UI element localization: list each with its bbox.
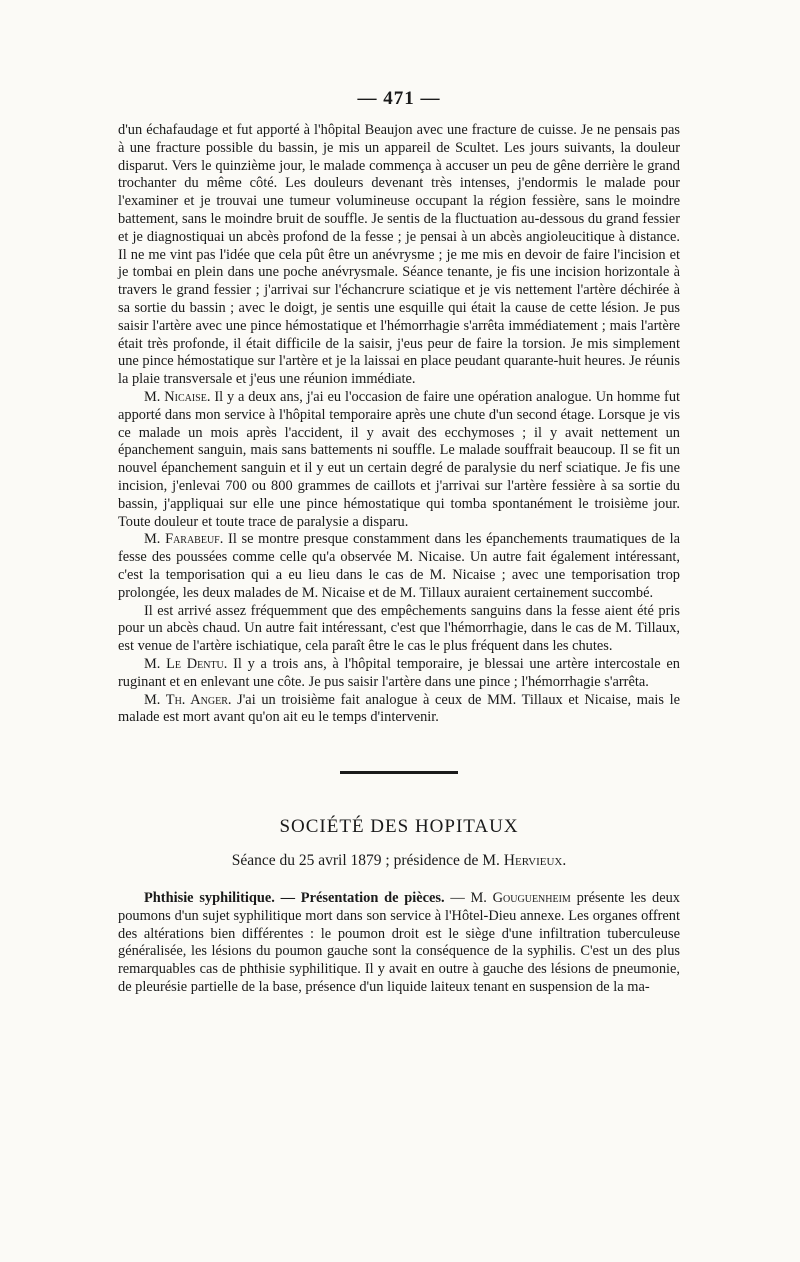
paragraph-le-dentu	[118, 656, 680, 692]
paragraph-text: Il y a trois ans, à l'hôpital temporaire, je blessai une artère intercostale en ruginant et en enlevant une côte. Je pus saisir l'artère dans une pince ; l'hémorrhagie s'arrêta.	[118, 655, 680, 690]
paragraph-text: présente les deux poumons d'un sujet syphilitique mort dans son service à l'Hôtel-Dieu annexe. Les organes offrent des altérations bien différentes : le poumon droit est le siège d'une infiltration tuberculeuse généralisée, les lésions du poumon gauche sont la conséquence de la syphilis. C'est un des plus remarquables cas de phthisie syphilitique. Il y avait en outre à gauche des lésions de pneumonie, de pleurésie partielle de la base, présence d'un liquide laiteux tenant en suspension de la ma-	[118, 890, 680, 996]
section-divider	[340, 771, 458, 774]
page-number: — 471 —	[357, 88, 441, 109]
paragraph-farabeuf	[118, 531, 680, 602]
paragraph-phthisie	[118, 890, 680, 997]
session-suffix: .	[562, 852, 567, 870]
session-prefix: Séance du 25 avril 1879 ; présidence de M.	[231, 852, 504, 870]
speaker-name: M. Nicaise.	[144, 388, 211, 405]
paragraph-frequency: Il est arrivé assez fréquemment que des empêchements sanguins dans la fesse aient été pris pour un abcès chaud. Un autre fait intéressant, c'est que l'hémorrhagie, dans le cas de M. Tillaux, est venue de l'artère ischiatique, cela paraît être le cas le plus fréquent dans les chutes.	[118, 602, 680, 655]
speaker-name: M. Farabeuf.	[144, 531, 224, 548]
heading-dash: —	[444, 890, 471, 907]
speaker-name: M. Gouguenheim	[470, 890, 571, 907]
paragraph-text: J'ai un troisième fait analogue à ceux de MM. Tillaux et Nicaise, mais le malade est mort avant qu'on ait eu le temps d'intervenir.	[118, 691, 681, 726]
document-page	[118, 88, 680, 997]
paragraph-continuation: d'un échafaudage et fut apporté à l'hôpital Beaujon avec une fracture de cuisse. Je ne pensais pas à une fracture possible du bassin, je mis un appareil de Scultet. Les jours suivants, la douleur disparut. Vers le quinzième jour, le malade commença à accuser un peu de gêne derrière le grand trochanter du même côté. Les douleurs devenant très intenses, j'endormis le malade pour l'examiner et je trouvai une tumeur volumineuse occupant la région fessière, sans le moindre battement, sans le moindre bruit de souffle. Je sentis de la fluctuation au-dessous du grand fessier et je diagnostiquai un abcès profond de la fesse ; je pensai à un abcès angioleucitique à distance. Il ne me vint pas l'idée que cela pût être un anévrysme ; je me mis en devoir de faire l'incision et je tombai en plein dans une poche anévrysmale. Séance tenante, je fis une incision horizontale à travers le grand fessier ; j'arrivai sur l'échancrure sciatique et je vis nettement l'artère déchirée à sa sortie du bassin ; avec le doigt, je sentis une esquille qui était la cause de cette lésion. Je pus saisir l'artère avec une pince hémostatique et l'hémorrhagie s'arrêta immédiatement ; mais l'artère était très profonde, il était difficile de la saisir, j'eus peur de faire la torsion. Je mis simplement une pince hémostatique sur l'artère et je la laissai en place peudant quarante-huit heures. Je réunis la plaie transversale et j'eus une réunion immédiate.	[118, 122, 680, 388]
speaker-name: M. Le Dentu.	[144, 655, 228, 672]
section-title: SOCIÉTÉ DES HOPITAUX	[279, 816, 519, 838]
speaker-name: M. Th. Anger.	[144, 691, 232, 708]
paragraph-anger	[118, 692, 680, 728]
paragraph-nicaise	[118, 389, 680, 531]
session-president: Hervieux	[503, 852, 563, 870]
paragraph-text: Il se montre presque constamment dans les épanchements traumatiques de la fesse des poussées comme celle qu'a observée M. Nicaise. Un autre fait également intéressant, c'est la temporisation qui a eu lieu dans le cas de M. Nicaise ; avec une temporisation trop prolongée, les deux malades de M. Nicaise et de M. Tillaux auraient certainement succombé.	[118, 531, 680, 601]
article-heading: Phthisie syphilitique. — Présentation de pièces.	[144, 890, 445, 907]
session-line	[118, 852, 680, 870]
paragraph-text: Il y a deux ans, j'ai eu l'occasion de faire une opération analogue. Un homme fut apporté dans mon service à l'hôpital temporaire après une chute d'un second étage. Lorsque je vis ce malade un mois après l'accident, il y avait des ecchymoses ; il y avait nettement un épanchement sanguin, mais sans battements ni souffle. Le malade souffrait beaucoup. Il se fit un nouvel épanchement sanguin et il y eut un certain degré de paralysie du nerf sciatique. Je fis une incision, j'enlevai 700 ou 800 grammes de caillots et j'arrivai sur l'artère fessière à sa sortie du bassin, j'appliquai sur elle une pince hémostatique qui tomba spontanément le troisième jour. Toute douleur et toute trace de paralysie a disparu.	[118, 388, 681, 530]
